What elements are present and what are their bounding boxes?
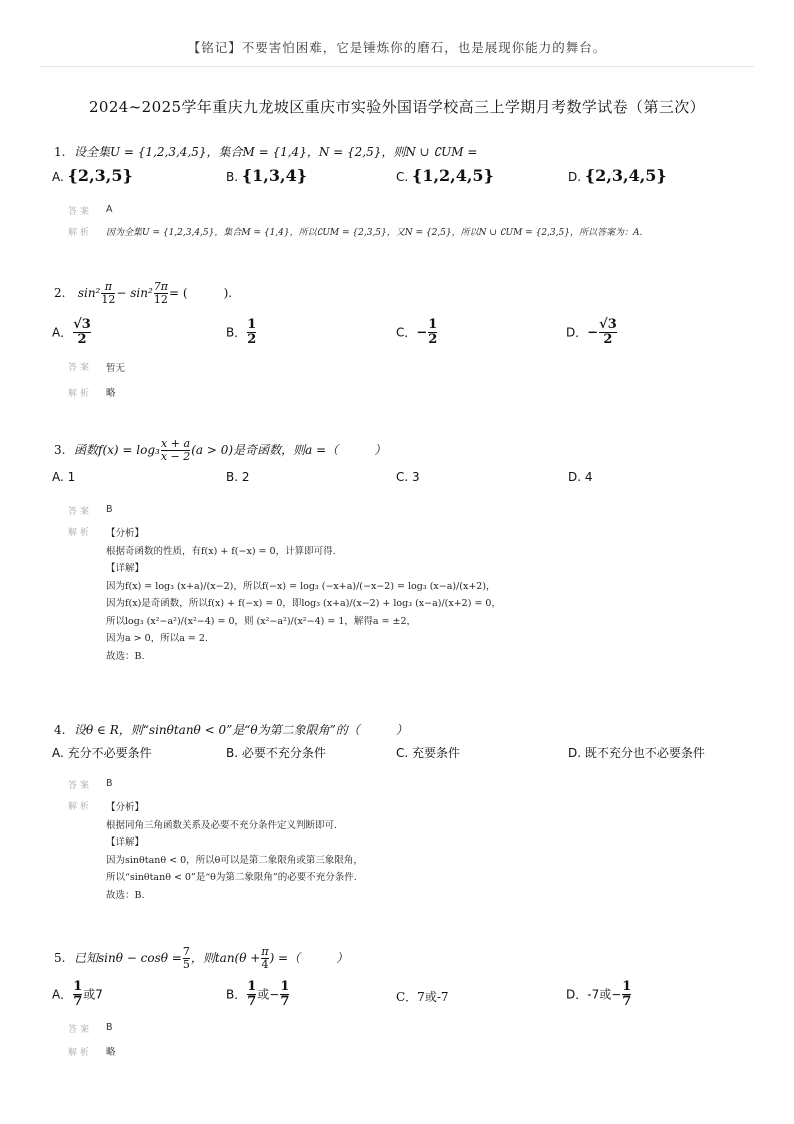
question-number: 5.: [54, 951, 66, 965]
explain-text: 略: [106, 388, 116, 399]
fraction-numerator: π: [104, 279, 112, 293]
option-b-label: B．: [226, 987, 247, 1002]
option-b: B. 2: [226, 470, 250, 484]
option-b-mid: 或−: [257, 987, 280, 1002]
question-text: sin²: [77, 286, 101, 300]
answer-row: [54, 204, 754, 215]
option-b: {1,3,4}: [241, 166, 307, 185]
option-d-label: D．: [566, 325, 588, 340]
page-title: 2024~2025学年重庆九龙坡区重庆市实验外国语学校高三上学期月考数学试卷（第三次）: [88, 98, 706, 116]
answer-row: [54, 360, 754, 374]
fraction-denominator: 4: [261, 958, 269, 971]
explain-line: 【分析】: [106, 528, 145, 539]
explanation: [54, 525, 754, 665]
option-a-num: 1: [73, 979, 83, 994]
explain-line: 根据同角三角函数关系及必要不充分条件定义判断即可.: [106, 819, 338, 831]
question-3: [54, 434, 754, 665]
question-number: 4.: [54, 723, 66, 737]
fraction-numerator: π: [261, 944, 269, 958]
fraction-numerator: 7π: [153, 279, 169, 293]
question-text: ，则tan(θ +: [190, 951, 261, 965]
answer-label: 答案: [68, 207, 93, 217]
explanation: [54, 225, 754, 241]
option-b-den2: 7: [280, 994, 290, 1010]
question-4: [54, 720, 754, 904]
question-text: 函数f(x) = log₃: [74, 443, 160, 457]
question-text: 设θ ∈ R，则“sinθtanθ < 0”是“θ为第二象限角”的（ ）: [74, 723, 408, 737]
option-a-den: 2: [73, 332, 91, 347]
question-text: (a > 0)是奇函数，则a =（ ）: [191, 443, 387, 457]
option-c: {1,2,4,5}: [412, 166, 494, 185]
option-a-label: A．: [52, 325, 73, 340]
explanation: [54, 799, 754, 904]
option-b-label: B．: [226, 325, 247, 340]
fraction-denominator: 12: [153, 293, 168, 306]
explain-line: 根据奇函数的性质，有f(x) + f(−x) = 0，计算即可得.: [106, 545, 336, 557]
answer-value: B: [106, 504, 113, 515]
option-b-den: 7: [247, 994, 257, 1010]
explain-label: 解析: [68, 1048, 93, 1058]
option-d-label: D．-7或−: [566, 987, 622, 1002]
explain-label: 解析: [68, 228, 93, 238]
divider: [40, 66, 754, 67]
question-number: 3.: [54, 443, 66, 457]
explain-label: 解析: [68, 802, 93, 812]
option-a: A. 1: [52, 470, 76, 484]
question-2: [54, 276, 754, 402]
fraction-denominator: 5: [182, 958, 190, 971]
explain-text: 因为全集U = {1,2,3,4,5}，集合M = {1,4}，所以∁UM = {2,3,5}，又N = {2,5}，所以N ∪ ∁UM = {2,3,5}，所以答案为：A.: [106, 228, 643, 238]
option-c-label: C．: [396, 325, 417, 340]
fraction-numerator: x + a: [161, 436, 191, 450]
explain-line: 因为a > 0，所以a = 2.: [106, 633, 208, 644]
option-b-den: 2: [247, 332, 257, 348]
answer-row: [54, 778, 754, 789]
answer-label: 答案: [68, 507, 93, 517]
question-text: 设全集U = {1,2,3,4,5}，集合M = {1,4}，N = {2,5}，则N ∪ ∁UM =: [74, 145, 478, 159]
answer-value: A: [106, 204, 113, 215]
answer-label: 答案: [68, 1025, 93, 1035]
option-d-den: 7: [622, 994, 632, 1010]
option-a-label: A.: [52, 170, 64, 184]
option-c-num: 1: [428, 317, 438, 332]
question-text: ) =（ ）: [269, 951, 349, 965]
option-a-label: A．: [52, 987, 73, 1002]
option-d-den: 2: [599, 332, 617, 347]
option-d: D. 4: [568, 470, 593, 484]
option-c: C. 3: [396, 470, 420, 484]
option-a-num: √3: [73, 317, 91, 332]
options: [54, 744, 754, 768]
explain-line: 【分析】: [106, 802, 145, 813]
explain-line: 【详解】: [106, 563, 145, 574]
fraction-denominator: x − 2: [160, 450, 191, 463]
explain-label: 解析: [68, 389, 93, 399]
answer-row: [54, 1022, 754, 1033]
option-b-num: 1: [247, 317, 257, 332]
minus-sign: −: [416, 325, 428, 341]
option-a-tail: 或7: [83, 987, 103, 1002]
option-b: B. 必要不充分条件: [226, 746, 326, 760]
answer-value: B: [106, 1022, 113, 1033]
explain-line: 故选：B.: [106, 650, 145, 662]
options: [54, 166, 754, 190]
explain-label: 解析: [68, 528, 93, 538]
explain-line: 因为sinθtanθ < 0，所以θ可以是第二象限角或第三象限角，: [106, 854, 363, 866]
option-c: C．7或-7: [396, 990, 449, 1004]
option-d: {2,3,4,5}: [584, 166, 667, 185]
option-a-den: 7: [73, 994, 83, 1010]
option-b-label: B.: [226, 170, 239, 184]
explain-text: 略: [106, 1047, 116, 1058]
question-number: 1.: [54, 145, 66, 159]
question-1: [54, 142, 754, 241]
question-text: 已知sinθ − cosθ =: [74, 951, 182, 965]
motto: 【铭记】不要害怕困难，它是锤炼你的磨石，也是展现你能力的舞台。: [187, 40, 607, 55]
option-c-den: 2: [428, 332, 438, 348]
option-d-num: √3: [599, 317, 617, 332]
answer-label: 答案: [68, 363, 93, 373]
minus-sign: −: [587, 325, 599, 341]
options: [54, 978, 754, 1012]
answer-label: 答案: [68, 781, 93, 791]
fraction-denominator: 12: [101, 293, 116, 306]
option-d-label: D.: [568, 170, 582, 184]
explain-line: 因为f(x) = log₃ (x+a)/(x−2)，所以f(−x) = log₃ (−x+a)/(−x−2) = log₃ (x−a)/(x+2)，: [106, 580, 496, 592]
option-b-num2: 1: [280, 979, 290, 994]
explain-line: 所以log₃ (x²−a²)/(x²−4) = 0，则 (x²−a²)/(x²−4) = 1，解得a = ±2，: [106, 615, 417, 627]
question-text: − sin²: [116, 286, 153, 300]
question-5: [54, 942, 754, 1061]
answer-value: B: [106, 778, 113, 789]
option-d-num: 1: [622, 979, 632, 994]
explain-line: 故选：B.: [106, 889, 145, 901]
question-number: 2.: [54, 286, 66, 300]
answer-row: [54, 504, 754, 515]
fraction-numerator: 7: [182, 944, 190, 958]
explain-line: 【详解】: [106, 837, 145, 848]
option-d: D. 既不充分也不必要条件: [568, 746, 705, 760]
answer-value: 暂无: [106, 363, 126, 374]
option-a: {2,3,5}: [67, 166, 133, 185]
options: [54, 470, 754, 494]
option-c: C. 充要条件: [396, 746, 461, 760]
explanation: [54, 1045, 754, 1061]
question-text: = ( ).: [169, 286, 233, 300]
explain-line: 因为f(x)是奇函数，所以f(x) + f(−x) = 0，即log₃ (x+a)/(x−2) + log₃ (x−a)/(x+2) = 0，: [106, 598, 501, 609]
explanation: [54, 386, 754, 402]
options: [54, 314, 754, 350]
option-a: A. 充分不必要条件: [52, 746, 152, 760]
option-b-num: 1: [247, 979, 257, 994]
explain-line: 所以“sinθtanθ < 0”是“θ为第二象限角”的必要不充分条件.: [106, 872, 357, 883]
option-c-label: C.: [396, 170, 409, 184]
